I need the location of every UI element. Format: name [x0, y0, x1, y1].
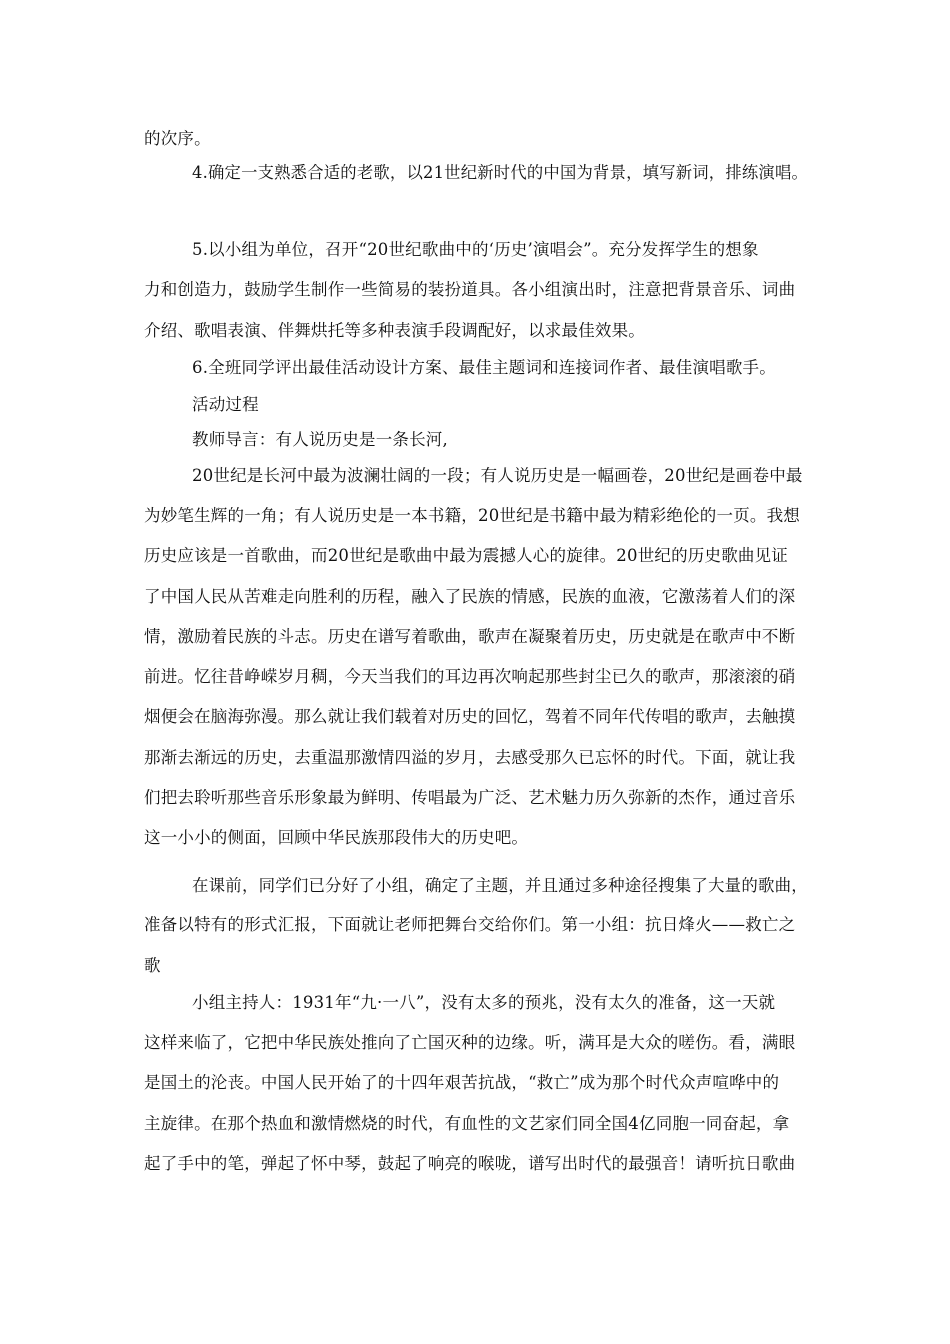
text-line: 那渐去渐远的历史，去重温那激情四溢的岁月，去感受那久已忘怀的时代。下面，就让我	[144, 748, 796, 767]
text-line: 们把去聆听那些音乐形象最为鲜明、传唱最为广泛、艺术魅力历久弥新的杰作，通过音乐	[144, 788, 796, 807]
text-line: 教师导言：有人说历史是一条长河,	[192, 430, 448, 449]
text-line: 歌	[144, 956, 161, 975]
text-line: 是国土的沦丧。中国人民开始了的十四年艰苦抗战，“救亡”成为那个时代众声喧哗中的	[144, 1073, 780, 1092]
text-line: 介绍、歌唱表演、伴舞烘托等多种表演手段调配好，以求最佳效果。	[144, 321, 645, 340]
text-line: 20世纪是长河中最为波澜壮阔的一段；有人说历史是一幅画卷，20世纪是画卷中最	[192, 466, 803, 485]
text-line: 为妙笔生辉的一角；有人说历史是一本书籍，20世纪是书籍中最为精彩绝伦的一页。我想	[144, 506, 800, 525]
text-line: 准备以特有的形式汇报，下面就让老师把舞台交给你们。第一小组：抗日烽火——救亡之	[144, 915, 796, 934]
text-line: 力和创造力，鼓励学生制作一些简易的装扮道具。各小组演出时，注意把背景音乐、词曲	[144, 280, 796, 299]
text-line: 这一小小的侧面，回顾中华民族那段伟大的历史吧。	[144, 828, 529, 847]
text-line: 的次序。	[144, 129, 211, 148]
text-line: 起了手中的笔，弹起了怀中琴，鼓起了响亮的喉咙，谱写出时代的最强音！请听抗日歌曲	[144, 1154, 796, 1173]
text-line: 历史应该是一首歌曲，而20世纪是歌曲中最为震撼人心的旋律。20世纪的历史歌曲见证	[144, 546, 788, 565]
text-line: 烟便会在脑海弥漫。那么就让我们载着对历史的回忆，驾着不同年代传唱的歌声，去触摸	[144, 707, 796, 726]
text-line: 前进。忆往昔峥嵘岁月稠，今天当我们的耳边再次响起那些封尘已久的歌声，那滚滚的硝	[144, 667, 796, 686]
text-line: 5.以小组为单位，召开“20世纪歌曲中的‘历史’演唱会”。充分发挥学生的想象	[192, 240, 759, 259]
text-line: 情，激励着民族的斗志。历史在谱写着歌曲，歌声在凝聚着历史，历史就是在歌声中不断	[144, 627, 796, 646]
text-line: 主旋律。在那个热血和激情燃烧的时代，有血性的文艺家们同全国4亿同胞一同奋起，拿	[144, 1114, 790, 1133]
text-line: 小组主持人：1931年“九·一八”，没有太多的预兆，没有太久的准备，这一天就	[192, 993, 776, 1012]
text-line: 4.确定一支熟悉合适的老歌，以21世纪新时代的中国为背景，填写新词，排练演唱。	[192, 163, 809, 182]
text-line: 6.全班同学评出最佳活动设计方案、最佳主题词和连接词作者、最佳演唱歌手。	[192, 358, 776, 377]
text-line: 这样来临了，它把中华民族处推向了亡国灭种的边缘。听，满耳是大众的嗟伤。看，满眼	[144, 1033, 796, 1052]
text-line: 了中国人民从苦难走向胜利的历程，融入了民族的情感，民族的血液，它激荡着人们的深	[144, 587, 796, 606]
section-heading: 活动过程	[192, 395, 259, 414]
text-line: 在课前，同学们已分好了小组，确定了主题，并且通过多种途径搜集了大量的歌曲，	[192, 876, 808, 895]
